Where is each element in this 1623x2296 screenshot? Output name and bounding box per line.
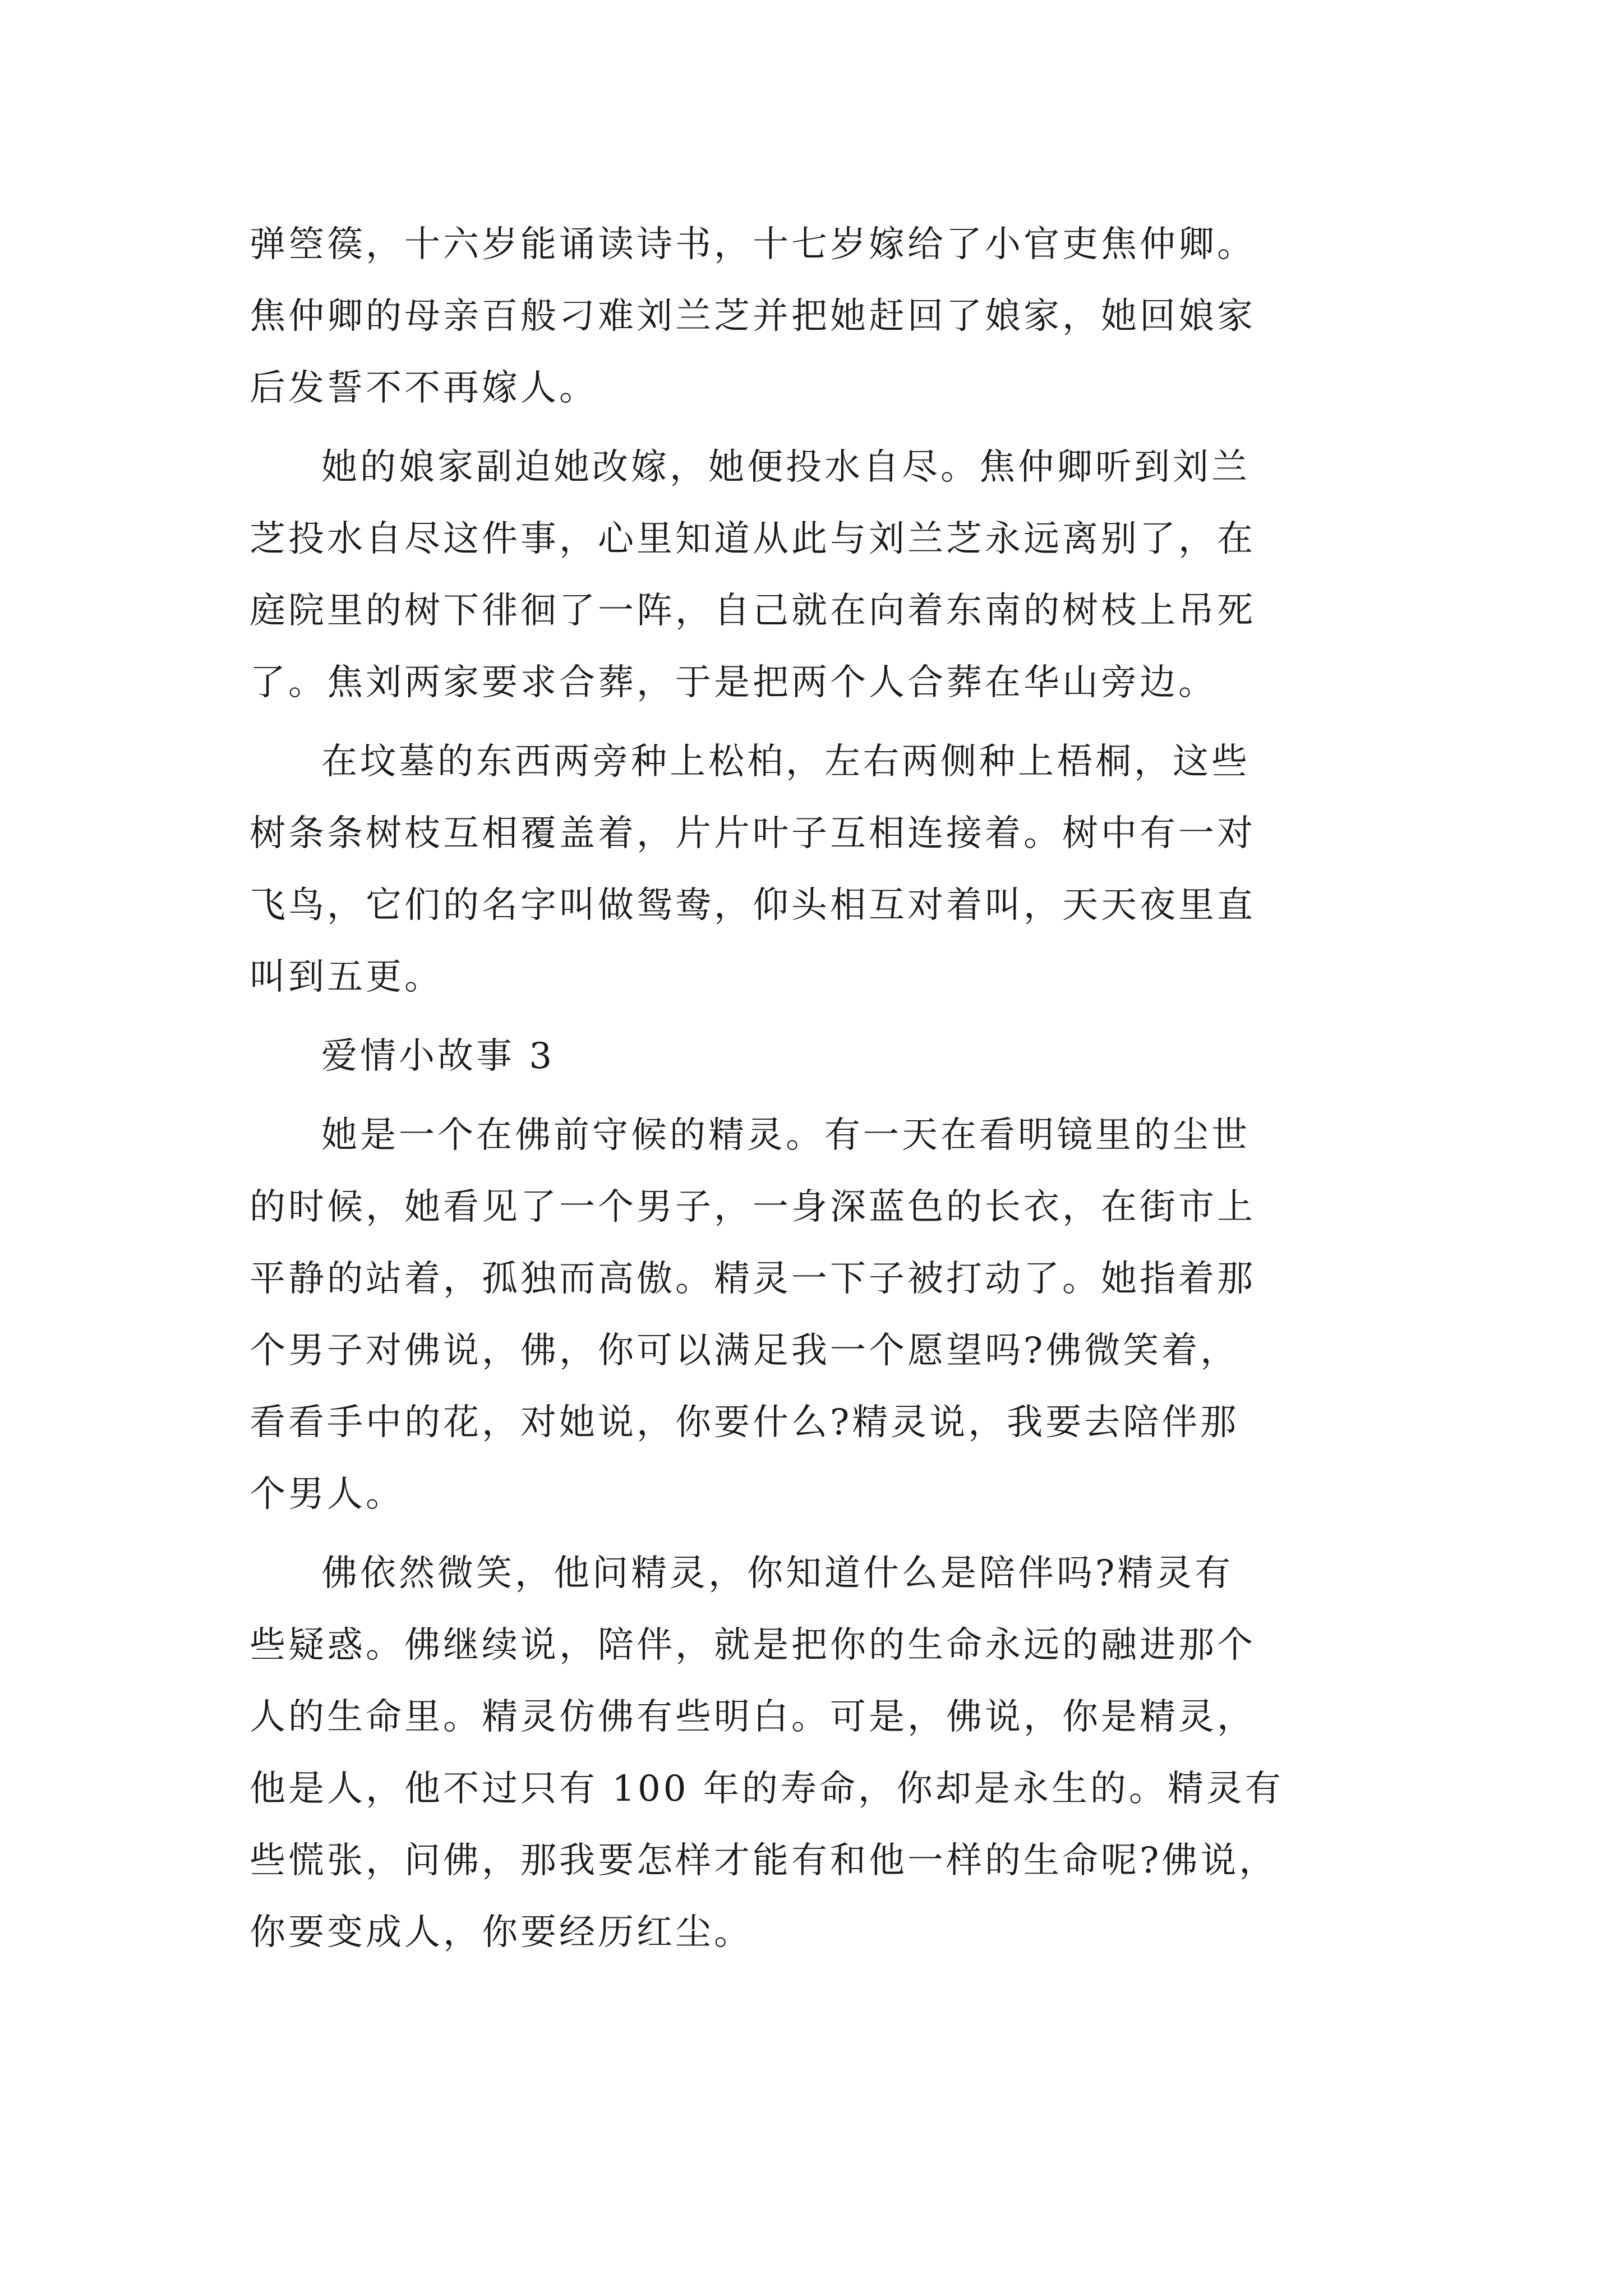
text-line: 焦仲卿的母亲百般刁难刘兰芝并把她赶回了娘家，她回娘家 (250, 296, 1256, 337)
paragraph-4 (250, 1099, 1380, 1530)
paragraph-5 (250, 1538, 1380, 1968)
text-line: 庭院里的树下徘徊了一阵，自己就在向着东南的树枝上吊死 (250, 590, 1256, 632)
text-line: 她的娘家副迫她改嫁，她便投水自尽。焦仲卿听到刘兰 (321, 447, 1250, 488)
paragraph-1 (250, 209, 1380, 424)
text-line: 他是人，他不过只有 100 年的寿命，你却是永生的。精灵有 (250, 1768, 1284, 1810)
text-line: 在坟墓的东西两旁种上松柏，左右两侧种上梧桐，这些 (321, 741, 1250, 783)
document-body (250, 209, 1380, 1976)
text-line: 佛依然微笑，他问精灵，你知道什么是陪伴吗?精灵有 (321, 1553, 1234, 1594)
text-line: 她是一个在佛前守候的精灵。有一天在看明镜里的尘世 (321, 1115, 1250, 1156)
text-line: 的时候，她看见了一个男子，一身深蓝色的长衣，在街市上 (250, 1186, 1256, 1228)
text-line: 个男子对佛说，佛，你可以满足我一个愿望吗?佛微笑着， (250, 1330, 1239, 1372)
text-line: 芝投水自尽这件事，心里知道从此与刘兰芝永远离别了，在 (250, 518, 1256, 560)
text-line: 弹箜篌，十六岁能诵读诗书，十七岁嫁给了小官吏焦仲卿。 (250, 224, 1256, 265)
text-line: 你要变成人，你要经历红尘。 (250, 1912, 753, 1953)
paragraph-3 (250, 726, 1380, 1013)
text-line: 飞鸟，它们的名字叫做鸳鸯，仰头相互对着叫，天天夜里直 (250, 885, 1256, 926)
text-line: 叫到五更。 (250, 956, 443, 998)
text-line: 些慌张，问佛，那我要怎样才能有和他一样的生命呢?佛说， (250, 1840, 1278, 1881)
text-line: 看看手中的花，对她说，你要什么?精灵说，我要去陪伴那 (250, 1402, 1239, 1443)
text-line: 树条条树枝互相覆盖着，片片叶子互相连接着。树中有一对 (250, 813, 1256, 854)
text-line: 个男人。 (250, 1474, 404, 1515)
paragraph-2 (250, 431, 1380, 719)
text-line: 人的生命里。精灵仿佛有些明白。可是，佛说，你是精灵， (250, 1696, 1256, 1738)
text-line: 爱情小故事 3 (321, 1036, 555, 1077)
text-line: 平静的站着，孤独而高傲。精灵一下子被打动了。她指着那 (250, 1258, 1256, 1300)
section-heading (250, 1020, 1380, 1092)
text-line: 些疑惑。佛继续说，陪伴，就是把你的生命永远的融进那个 (250, 1625, 1256, 1666)
text-line: 后发誓不不再嫁人。 (250, 367, 598, 409)
text-line: 了。焦刘两家要求合葬，于是把两个人合葬在华山旁边。 (250, 662, 1217, 703)
